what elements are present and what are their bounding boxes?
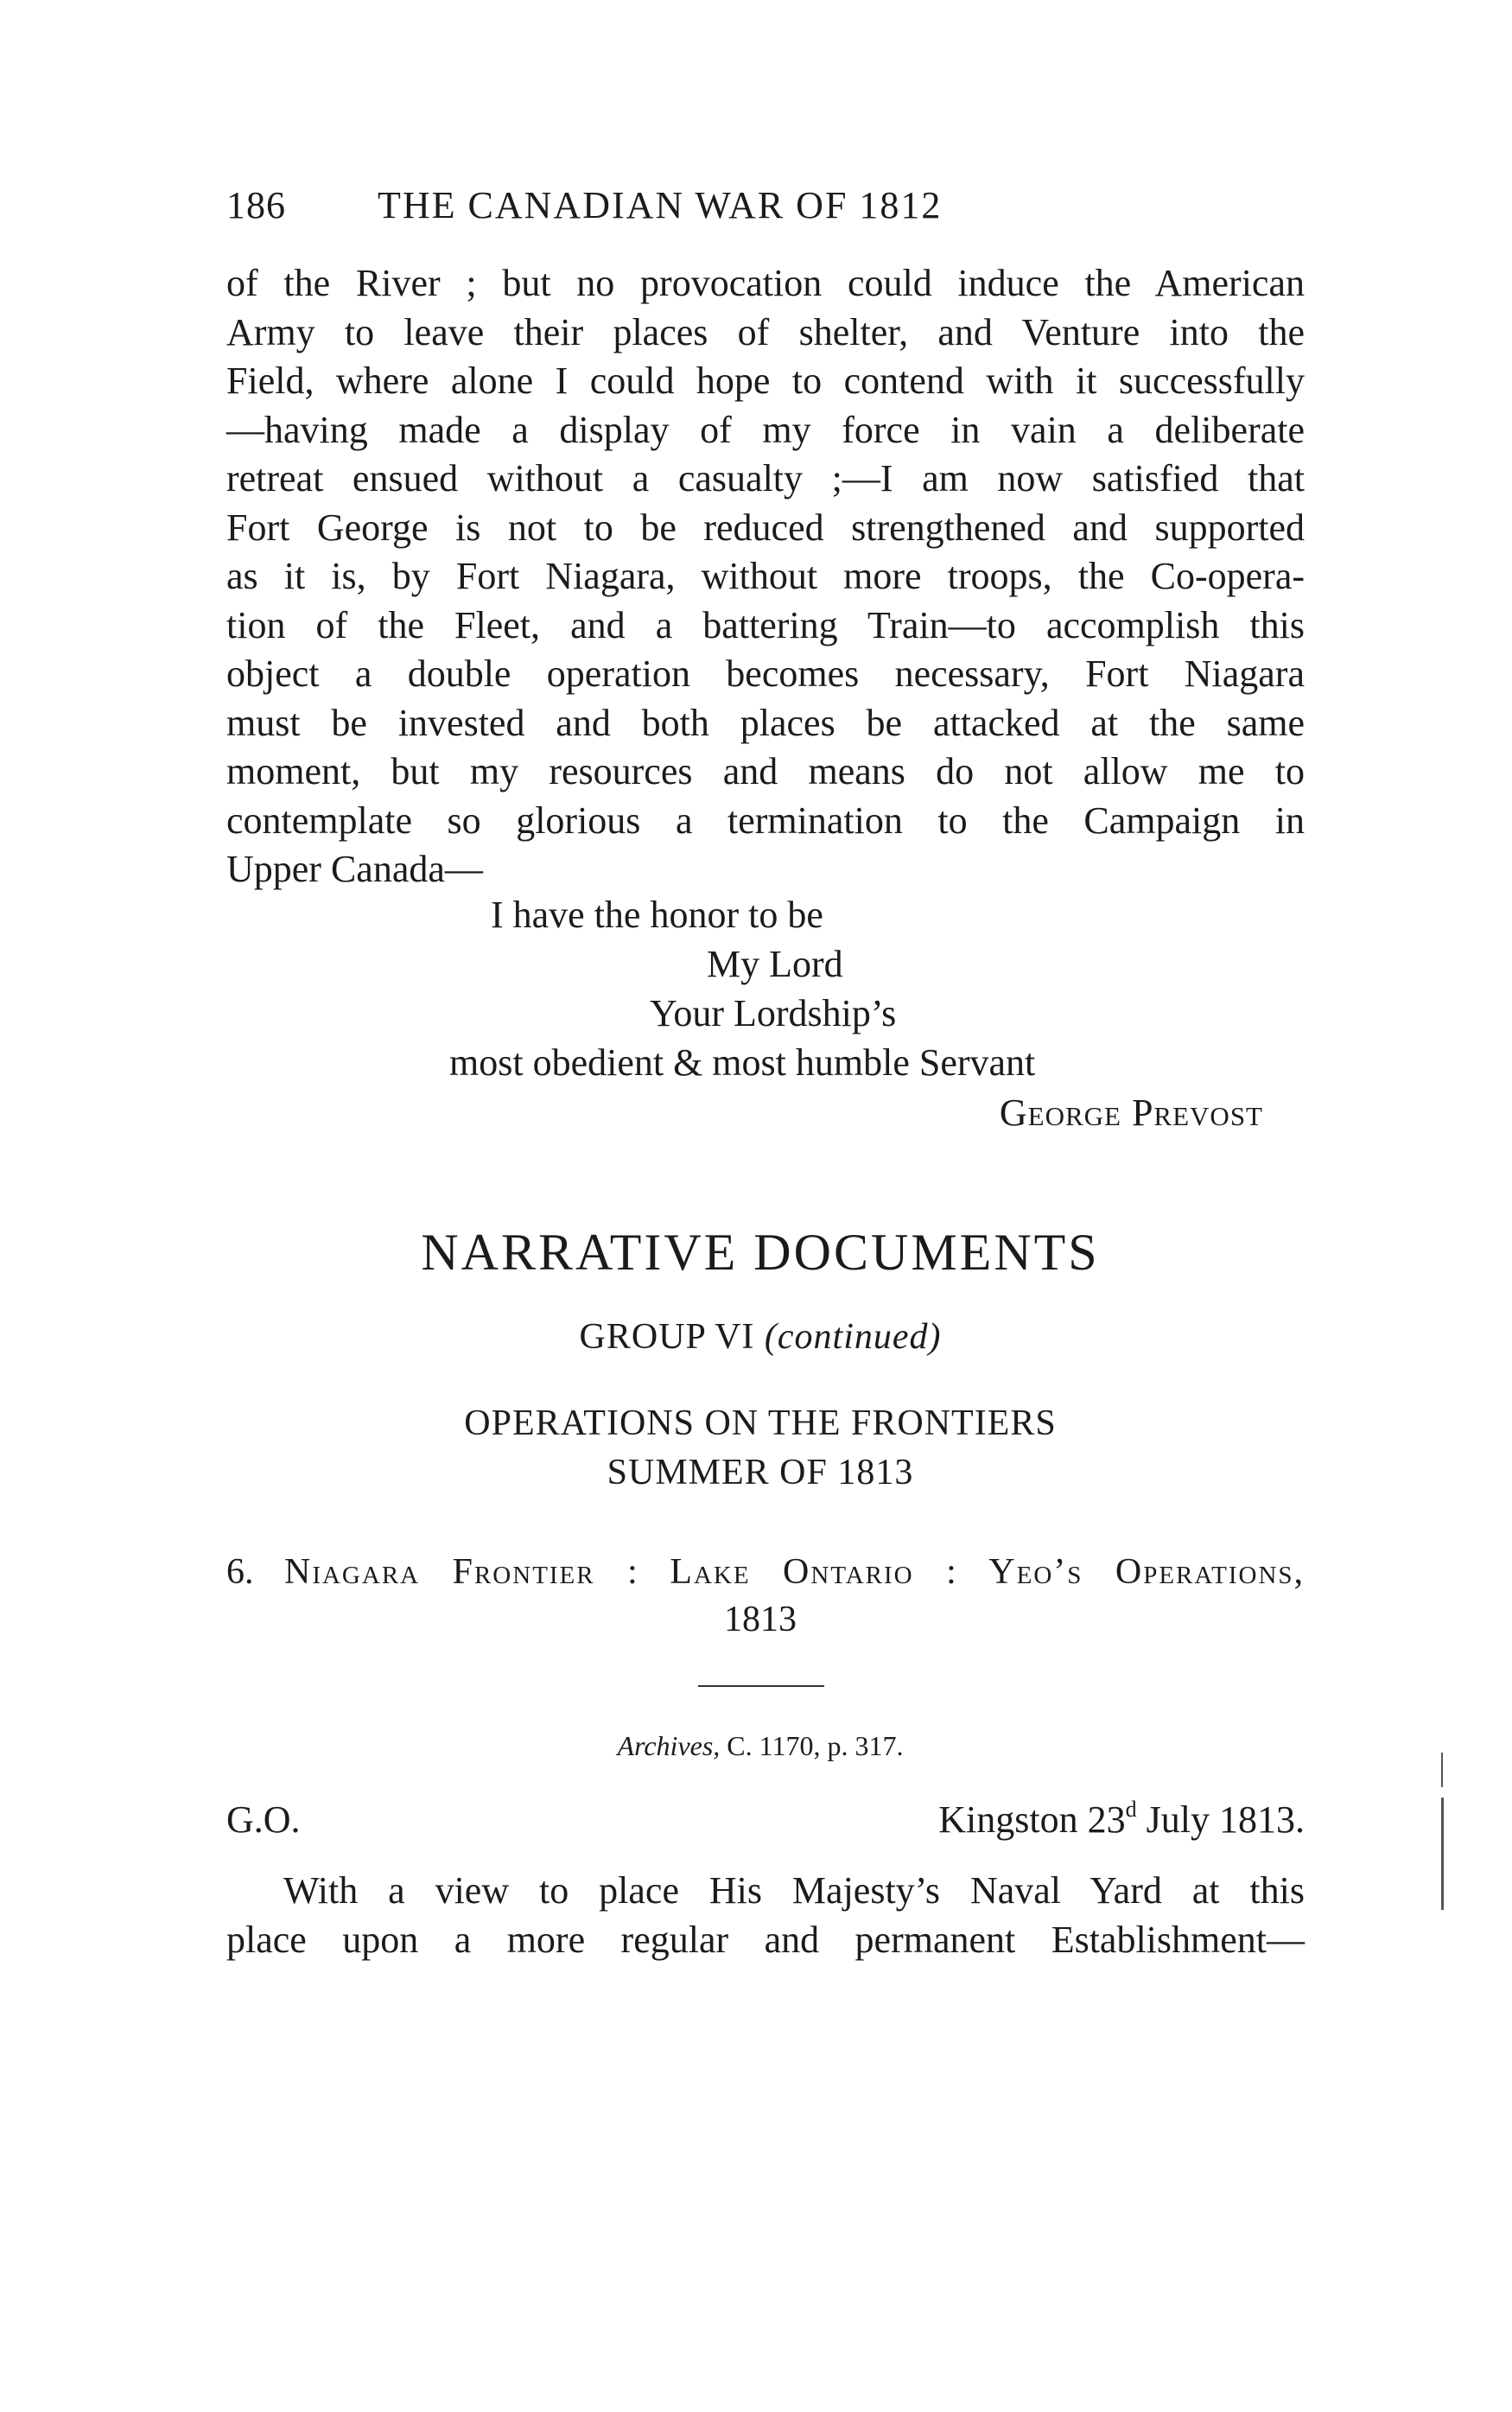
letter-line: place upon a more regular and permanent Establishment— — [226, 1918, 1305, 1961]
body-line: as it is, by Fort Niagara, without more troops, the Co-opera- — [226, 555, 1305, 597]
body-line: moment, but my resources and means do not allow me to — [226, 750, 1305, 792]
operations-heading-line-1: OPERATIONS ON THE FRONTIERS — [464, 1403, 1057, 1443]
source-citation — [0, 1730, 1512, 1762]
body-line: of the River ; but no provocation could induce the American — [226, 262, 1305, 304]
letter-body — [226, 1867, 1305, 1964]
body-line: must be invested and both places be attacked at the same — [226, 701, 1305, 744]
group-note: (continued) — [764, 1317, 942, 1357]
body-line: tion of the Fleet, and a battering Train—to accomplish this — [226, 603, 1305, 646]
letter-body-continued — [226, 259, 1305, 894]
closing-line-lord: My Lord — [707, 943, 843, 985]
body-line: contemplate so glorious a termination to the Campaign in — [226, 799, 1305, 842]
body-line: Fort George is not to be reduced strengthened and supported — [226, 506, 1305, 549]
body-line: retreat ensued without a casualty ;—I am now satisfied that — [226, 457, 1305, 500]
running-title: THE CANADIAN WAR OF 1812 — [378, 184, 943, 226]
source-reference: C. 1170, p. 317. — [727, 1730, 904, 1761]
body-line: Upper Canada— — [226, 848, 483, 890]
letter-place: Kingston 23 — [938, 1798, 1126, 1841]
subsection-heading — [226, 1551, 1305, 1593]
group-label: GROUP VI — [579, 1317, 755, 1357]
closing-line-servant: most obedient & most humble Servant — [449, 1041, 1036, 1084]
subsection-part: Niagara Frontier : — [284, 1552, 639, 1592]
subsection-part: Yeo’s Operations, — [988, 1552, 1306, 1592]
page-header — [226, 183, 1306, 227]
margin-mark — [1441, 1753, 1443, 1787]
letter-place-date — [938, 1798, 1305, 1842]
operations-heading-line-2: SUMMER OF 1813 — [607, 1453, 914, 1492]
subsection-year: 1813 — [724, 1600, 797, 1639]
body-line: object a double operation becomes necessary, Fort Niagara — [226, 652, 1305, 695]
source-archive: Archives, — [617, 1730, 721, 1761]
page-number: 186 — [226, 184, 286, 226]
closing-line-lordship: Your Lordship’s — [650, 992, 897, 1034]
general-order-label: G.O. — [226, 1798, 301, 1841]
body-line: —having made a display of my force in vain a deliberate — [226, 408, 1305, 451]
subsection-part: Lake Ontario : — [670, 1552, 958, 1592]
group-heading — [0, 1316, 1512, 1358]
subsection-number: 6. — [226, 1552, 254, 1592]
letter-date: July 1813. — [1146, 1798, 1305, 1841]
letter-line: With a view to place His Majesty’s Naval Yard at this — [283, 1869, 1305, 1912]
closing-line-honor: I have the honor to be — [491, 894, 823, 936]
section-title: NARRATIVE DOCUMENTS — [421, 1224, 1100, 1281]
body-line: Army to leave their places of shelter, and Venture into the — [226, 310, 1305, 353]
date-suffix: d — [1125, 1797, 1137, 1822]
section-divider — [698, 1685, 824, 1687]
body-line: Field, where alone I could hope to contend with it successfully — [226, 360, 1305, 402]
margin-mark — [1441, 1798, 1444, 1910]
signature: George Prevost — [999, 1091, 1263, 1134]
